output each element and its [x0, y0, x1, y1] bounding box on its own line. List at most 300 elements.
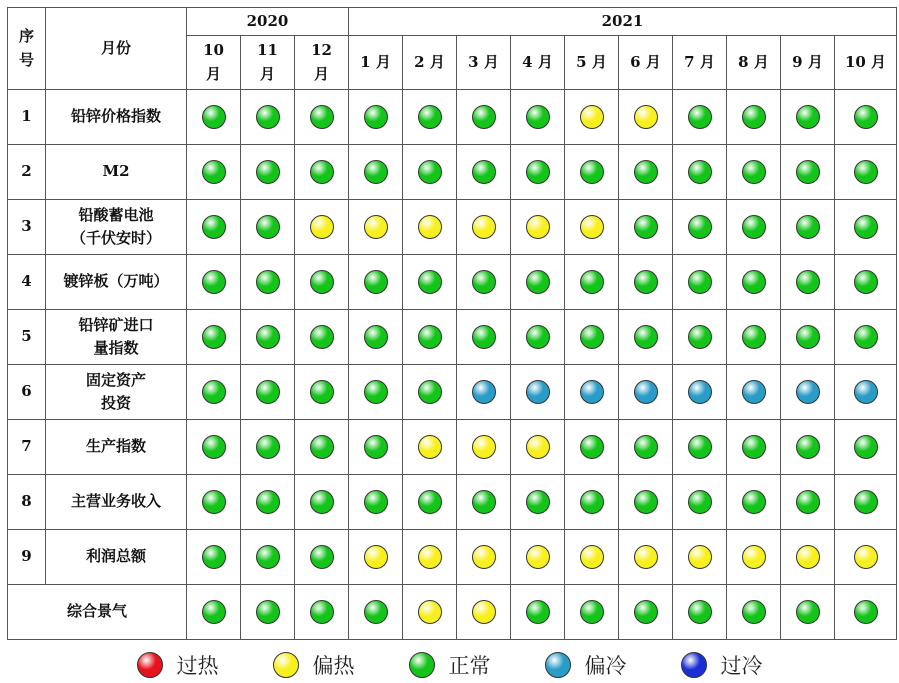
status-normal-icon — [310, 545, 334, 569]
signal-cell — [187, 585, 241, 640]
status-normal-icon — [364, 600, 388, 624]
indicator-name: 主营业务收入 — [46, 475, 187, 530]
summary-row — [8, 585, 897, 640]
signal-cell — [619, 420, 673, 475]
status-overcool-icon — [681, 652, 707, 678]
prosperity-signal-table — [7, 7, 897, 640]
status-normal-icon — [526, 490, 550, 514]
status-normal-icon — [526, 160, 550, 184]
month-header-cell: 2 月 — [403, 36, 457, 90]
status-cool-icon — [580, 380, 604, 404]
status-normal-icon — [202, 435, 226, 459]
status-normal-icon — [634, 490, 658, 514]
signal-cell — [511, 365, 565, 420]
month-header-cell: 4 月 — [511, 36, 565, 90]
signal-cell — [727, 585, 781, 640]
status-normal-icon — [796, 325, 820, 349]
status-normal-icon — [580, 435, 604, 459]
signal-cell — [403, 90, 457, 145]
signal-cell — [781, 255, 835, 310]
signal-cell — [457, 475, 511, 530]
month-header-cell: 10 月 — [187, 36, 241, 90]
signal-cell — [673, 475, 727, 530]
signal-cell — [619, 90, 673, 145]
signal-cell — [349, 475, 403, 530]
signal-cell — [187, 365, 241, 420]
header-year-row — [8, 8, 897, 36]
status-normal-icon — [742, 160, 766, 184]
status-normal-icon — [688, 600, 712, 624]
status-normal-icon — [580, 490, 604, 514]
signal-cell — [781, 200, 835, 255]
status-normal-icon — [256, 490, 280, 514]
signal-cell — [187, 90, 241, 145]
status-warm-icon — [418, 545, 442, 569]
signal-cell — [295, 420, 349, 475]
status-normal-icon — [409, 652, 435, 678]
status-normal-icon — [580, 270, 604, 294]
signal-cell — [835, 420, 897, 475]
index-header — [8, 8, 46, 90]
signal-cell — [673, 255, 727, 310]
status-normal-icon — [854, 160, 878, 184]
signal-cell — [403, 145, 457, 200]
status-warm-icon — [472, 600, 496, 624]
signal-cell — [781, 530, 835, 585]
signal-cell — [781, 585, 835, 640]
status-normal-icon — [526, 600, 550, 624]
row-index: 1 — [8, 90, 46, 145]
signal-cell — [673, 530, 727, 585]
status-normal-icon — [418, 160, 442, 184]
signal-cell — [241, 530, 295, 585]
status-normal-icon — [796, 490, 820, 514]
signal-cell — [241, 365, 295, 420]
status-normal-icon — [364, 435, 388, 459]
row-index: 8 — [8, 475, 46, 530]
status-normal-icon — [202, 545, 226, 569]
status-warm-icon — [418, 600, 442, 624]
status-normal-icon — [580, 325, 604, 349]
signal-cell — [349, 145, 403, 200]
status-normal-icon — [796, 435, 820, 459]
status-normal-icon — [202, 105, 226, 129]
signal-cell — [241, 90, 295, 145]
status-cool-icon — [526, 380, 550, 404]
signal-cell — [349, 585, 403, 640]
signal-cell — [619, 530, 673, 585]
signal-cell — [187, 310, 241, 365]
signal-cell — [565, 90, 619, 145]
signal-cell — [835, 585, 897, 640]
signal-cell — [565, 585, 619, 640]
status-normal-icon — [310, 325, 334, 349]
status-normal-icon — [310, 380, 334, 404]
status-cool-icon — [854, 380, 878, 404]
signal-cell — [727, 200, 781, 255]
legend-item — [681, 650, 763, 680]
signal-cell — [349, 530, 403, 585]
status-warm-icon — [418, 215, 442, 239]
status-normal-icon — [526, 270, 550, 294]
signal-cell — [295, 475, 349, 530]
legend-item — [273, 650, 355, 680]
status-warm-icon — [364, 215, 388, 239]
signal-cell — [835, 365, 897, 420]
status-warm-icon — [310, 215, 334, 239]
signal-cell — [295, 90, 349, 145]
signal-cell — [187, 255, 241, 310]
status-cool-icon — [796, 380, 820, 404]
signal-cell — [457, 310, 511, 365]
status-cool-icon — [634, 380, 658, 404]
signal-cell — [835, 90, 897, 145]
status-normal-icon — [854, 325, 878, 349]
signal-cell — [349, 200, 403, 255]
status-cool-icon — [688, 380, 712, 404]
signal-cell — [727, 365, 781, 420]
legend-item — [409, 650, 491, 680]
status-warm-icon — [688, 545, 712, 569]
signal-cell — [835, 310, 897, 365]
signal-cell — [403, 475, 457, 530]
status-cool-icon — [545, 652, 571, 678]
month-header-cell: 10 月 — [835, 36, 897, 90]
status-normal-icon — [418, 105, 442, 129]
signal-cell — [241, 310, 295, 365]
signal-cell — [241, 585, 295, 640]
status-normal-icon — [634, 160, 658, 184]
status-normal-icon — [854, 105, 878, 129]
signal-cell — [457, 365, 511, 420]
signal-cell — [673, 420, 727, 475]
signal-cell — [835, 530, 897, 585]
signal-cell — [727, 255, 781, 310]
indicator-name: 固定资产 投资 — [46, 365, 187, 420]
signal-cell — [349, 310, 403, 365]
status-normal-icon — [310, 490, 334, 514]
signal-cell — [673, 585, 727, 640]
status-normal-icon — [310, 435, 334, 459]
status-warm-icon — [418, 435, 442, 459]
signal-cell — [781, 310, 835, 365]
row-index: 7 — [8, 420, 46, 475]
signal-cell — [835, 200, 897, 255]
signal-cell — [511, 420, 565, 475]
month-header-label: 月份 — [100, 38, 131, 57]
status-warm-icon — [526, 545, 550, 569]
status-normal-icon — [854, 435, 878, 459]
year-2021-label: 2021 — [601, 11, 644, 30]
signal-cell — [295, 530, 349, 585]
signal-cell — [241, 145, 295, 200]
status-cool-icon — [742, 380, 766, 404]
month-header-cell: 6 月 — [619, 36, 673, 90]
legend-item — [545, 650, 627, 680]
status-normal-icon — [688, 215, 712, 239]
month-header-cell: 7 月 — [673, 36, 727, 90]
signal-cell — [403, 420, 457, 475]
signal-cell — [511, 90, 565, 145]
status-normal-icon — [256, 325, 280, 349]
legend-label: 过冷 — [720, 654, 763, 678]
year-2020-label: 2020 — [246, 11, 289, 30]
status-normal-icon — [202, 600, 226, 624]
signal-cell — [295, 255, 349, 310]
status-normal-icon — [256, 545, 280, 569]
signal-cell — [619, 255, 673, 310]
status-normal-icon — [796, 105, 820, 129]
status-normal-icon — [742, 490, 766, 514]
signal-cell — [781, 90, 835, 145]
status-normal-icon — [256, 160, 280, 184]
signal-cell — [349, 365, 403, 420]
table-row — [8, 365, 897, 420]
status-normal-icon — [854, 490, 878, 514]
status-normal-icon — [634, 435, 658, 459]
signal-cell — [511, 475, 565, 530]
month-header-cell: 5 月 — [565, 36, 619, 90]
signal-cell — [241, 420, 295, 475]
signal-cell — [511, 200, 565, 255]
status-warm-icon — [742, 545, 766, 569]
status-normal-icon — [688, 160, 712, 184]
index-header-label: 序 号 — [18, 27, 34, 69]
status-normal-icon — [634, 215, 658, 239]
status-warm-icon — [526, 215, 550, 239]
signal-cell — [511, 310, 565, 365]
status-warm-icon — [472, 545, 496, 569]
status-normal-icon — [472, 160, 496, 184]
status-normal-icon — [472, 270, 496, 294]
signal-cell — [187, 200, 241, 255]
signal-cell — [457, 90, 511, 145]
signal-cell — [241, 255, 295, 310]
signal-cell — [727, 530, 781, 585]
table-row — [8, 200, 897, 255]
status-overheat-icon — [137, 652, 163, 678]
legend-item — [137, 650, 219, 680]
month-header-cell: 3 月 — [457, 36, 511, 90]
status-normal-icon — [634, 600, 658, 624]
signal-cell — [727, 310, 781, 365]
status-normal-icon — [256, 435, 280, 459]
month-header — [46, 8, 187, 90]
status-warm-icon — [854, 545, 878, 569]
status-normal-icon — [256, 600, 280, 624]
status-normal-icon — [854, 600, 878, 624]
status-normal-icon — [256, 215, 280, 239]
signal-cell — [187, 420, 241, 475]
status-warm-icon — [634, 105, 658, 129]
signal-cell — [349, 255, 403, 310]
legend-label: 偏热 — [312, 654, 355, 678]
status-normal-icon — [202, 215, 226, 239]
table-row — [8, 310, 897, 365]
status-warm-icon — [580, 105, 604, 129]
status-normal-icon — [688, 270, 712, 294]
signal-cell — [187, 145, 241, 200]
signal-cell — [403, 365, 457, 420]
status-warm-icon — [472, 215, 496, 239]
signal-cell — [673, 365, 727, 420]
indicator-name: 铅锌矿进口 量指数 — [46, 310, 187, 365]
status-normal-icon — [742, 435, 766, 459]
month-header-cell: 11 月 — [241, 36, 295, 90]
status-normal-icon — [688, 105, 712, 129]
status-normal-icon — [634, 270, 658, 294]
signal-cell — [457, 420, 511, 475]
signal-cell — [349, 90, 403, 145]
status-normal-icon — [202, 270, 226, 294]
signal-cell — [565, 420, 619, 475]
signal-cell — [565, 200, 619, 255]
signal-cell — [457, 585, 511, 640]
signal-cell — [295, 145, 349, 200]
status-normal-icon — [688, 490, 712, 514]
status-normal-icon — [526, 105, 550, 129]
indicator-name: 利润总额 — [46, 530, 187, 585]
indicator-name: 铅锌价格指数 — [46, 90, 187, 145]
signal-cell — [403, 200, 457, 255]
signal-cell — [619, 365, 673, 420]
signal-cell — [403, 255, 457, 310]
signal-cell — [835, 475, 897, 530]
status-normal-icon — [418, 380, 442, 404]
row-index: 3 — [8, 200, 46, 255]
status-normal-icon — [742, 215, 766, 239]
signal-cell — [781, 420, 835, 475]
status-normal-icon — [742, 325, 766, 349]
signal-cell — [187, 475, 241, 530]
status-warm-icon — [364, 545, 388, 569]
signal-cell — [511, 255, 565, 310]
signal-cell — [619, 200, 673, 255]
legend-label: 过热 — [176, 654, 219, 678]
status-normal-icon — [364, 490, 388, 514]
status-normal-icon — [364, 325, 388, 349]
status-normal-icon — [256, 380, 280, 404]
signal-cell — [565, 365, 619, 420]
signal-cell — [781, 475, 835, 530]
table-row — [8, 145, 897, 200]
status-normal-icon — [310, 105, 334, 129]
month-header-cell: 9 月 — [781, 36, 835, 90]
month-header-cell: 1 月 — [349, 36, 403, 90]
status-normal-icon — [202, 490, 226, 514]
table-row — [8, 530, 897, 585]
row-index: 4 — [8, 255, 46, 310]
status-normal-icon — [634, 325, 658, 349]
status-warm-icon — [580, 215, 604, 239]
signal-cell — [781, 145, 835, 200]
legend — [0, 648, 899, 682]
status-normal-icon — [472, 325, 496, 349]
signal-cell — [727, 145, 781, 200]
status-normal-icon — [202, 160, 226, 184]
status-normal-icon — [202, 325, 226, 349]
signal-cell — [727, 90, 781, 145]
row-index: 9 — [8, 530, 46, 585]
indicator-name: 铅酸蓄电池 （千伏安时） — [46, 200, 187, 255]
signal-cell — [673, 145, 727, 200]
status-normal-icon — [472, 105, 496, 129]
signal-cell — [241, 475, 295, 530]
signal-cell — [619, 145, 673, 200]
status-normal-icon — [364, 380, 388, 404]
signal-cell — [457, 200, 511, 255]
month-header-cell: 8 月 — [727, 36, 781, 90]
signal-cell — [295, 310, 349, 365]
table-row — [8, 255, 897, 310]
status-normal-icon — [742, 105, 766, 129]
status-normal-icon — [418, 490, 442, 514]
signal-cell — [295, 585, 349, 640]
signal-cell — [457, 255, 511, 310]
status-warm-icon — [580, 545, 604, 569]
signal-cell — [619, 475, 673, 530]
signal-cell — [295, 365, 349, 420]
row-index: 6 — [8, 365, 46, 420]
signal-cell — [565, 255, 619, 310]
status-normal-icon — [472, 490, 496, 514]
year-2021-header — [349, 8, 897, 36]
table-row — [8, 420, 897, 475]
signal-cell — [403, 310, 457, 365]
signal-cell — [457, 145, 511, 200]
status-warm-icon — [273, 652, 299, 678]
status-normal-icon — [854, 270, 878, 294]
status-normal-icon — [796, 215, 820, 239]
signal-cell — [403, 530, 457, 585]
status-normal-icon — [202, 380, 226, 404]
status-normal-icon — [688, 325, 712, 349]
status-normal-icon — [580, 160, 604, 184]
month-header-cell: 12 月 — [295, 36, 349, 90]
status-normal-icon — [256, 270, 280, 294]
signal-cell — [673, 310, 727, 365]
signal-cell — [241, 200, 295, 255]
year-2020-header — [187, 8, 349, 36]
signal-cell — [619, 310, 673, 365]
status-normal-icon — [688, 435, 712, 459]
table-row — [8, 475, 897, 530]
signal-cell — [565, 475, 619, 530]
signal-cell — [349, 420, 403, 475]
status-normal-icon — [526, 325, 550, 349]
status-normal-icon — [364, 270, 388, 294]
signal-cell — [457, 530, 511, 585]
signal-cell — [727, 475, 781, 530]
signal-cell — [511, 145, 565, 200]
status-warm-icon — [796, 545, 820, 569]
table-row — [8, 90, 897, 145]
summary-name: 综合景气 — [8, 585, 187, 640]
row-index: 5 — [8, 310, 46, 365]
legend-label: 正常 — [448, 654, 491, 678]
signal-cell — [835, 145, 897, 200]
status-normal-icon — [256, 105, 280, 129]
status-warm-icon — [526, 435, 550, 459]
signal-cell — [835, 255, 897, 310]
status-cool-icon — [472, 380, 496, 404]
signal-cell — [565, 310, 619, 365]
status-normal-icon — [742, 270, 766, 294]
legend-label: 偏冷 — [584, 654, 627, 678]
status-normal-icon — [364, 105, 388, 129]
status-normal-icon — [796, 270, 820, 294]
status-normal-icon — [796, 600, 820, 624]
